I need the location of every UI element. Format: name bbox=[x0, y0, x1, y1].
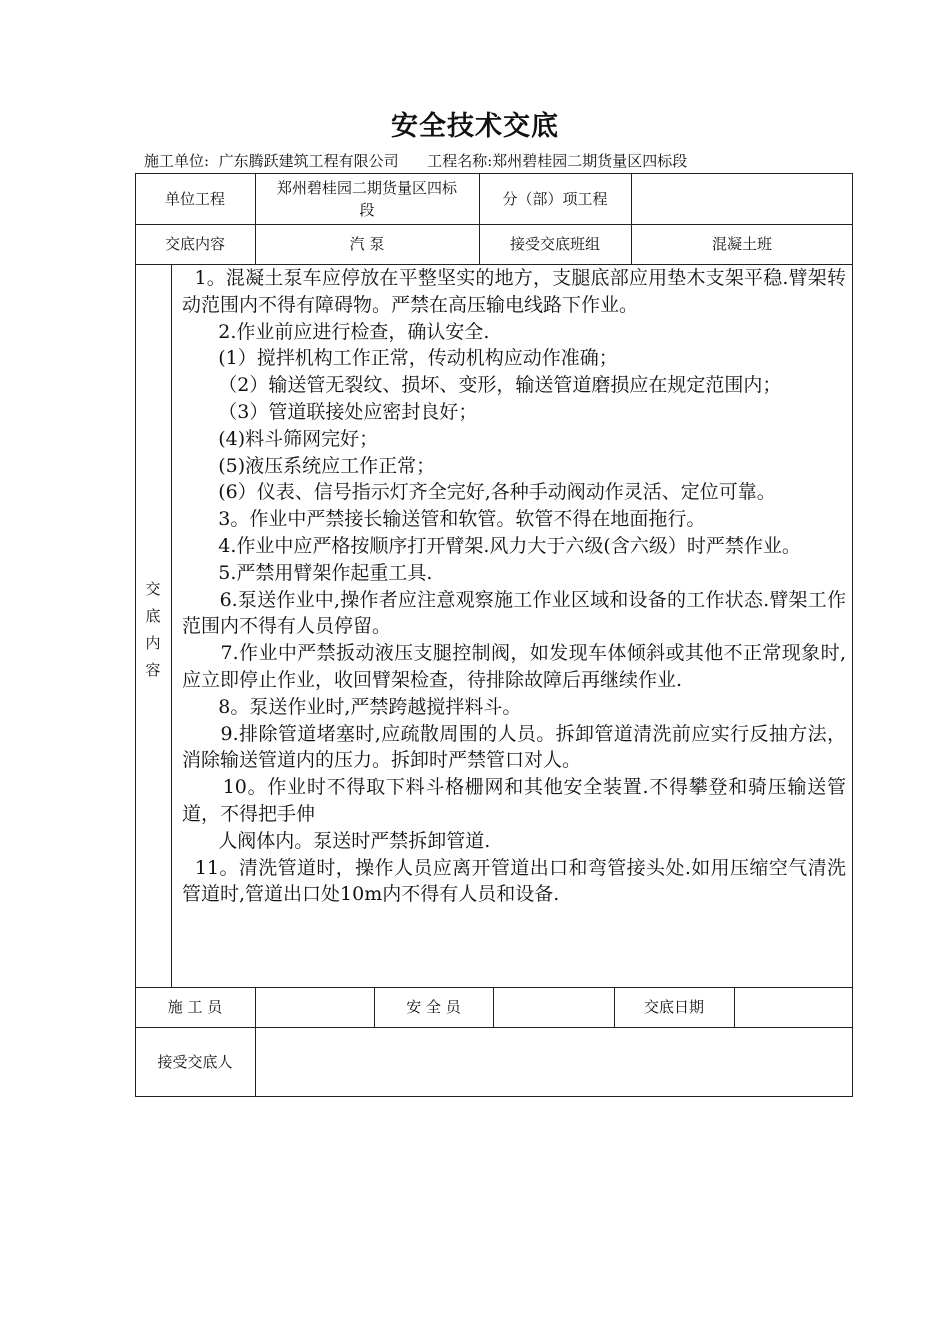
side-char: 容 bbox=[145, 661, 161, 679]
team-label: 接受交底班组 bbox=[509, 235, 600, 253]
content-paragraph: 3。作业中严禁接长输送管和软管。软管不得在地面拖行。 bbox=[182, 508, 706, 531]
content-label: 交底内容 bbox=[164, 235, 225, 253]
receiver-value bbox=[255, 1027, 853, 1097]
content-paragraph: (1）搅拌机构工作正常，传动机构应动作准确； bbox=[182, 347, 618, 370]
sub-project-label: 分（部）项工程 bbox=[502, 189, 608, 208]
document-title: 安全技术交底 bbox=[391, 111, 559, 142]
content-paragraph: （3）管道联接处应密封良好； bbox=[182, 400, 478, 423]
date-label: 交底日期 bbox=[643, 998, 704, 1016]
content-paragraph: （2）输送管无裂纹、损坏、变形，输送管道磨损应在规定范围内； bbox=[182, 374, 782, 397]
content-paragraph: 9.排除管道堵塞时,应疏散周围的人员。拆卸管道清洗前应实行反抽方法，消除输送管道内的压力。拆卸时严禁管口对人。 bbox=[182, 722, 846, 772]
content-paragraph: 8。泵送作业时,严禁跨越搅拌料斗。 bbox=[182, 695, 522, 718]
receiver-label: 接受交底人 bbox=[157, 1053, 233, 1071]
content-paragraph: 1。混凝土泵车应停放在平整坚实的地方，支腿底部应用垫木支架平稳.臂架转动范围内不得有障碍物。严禁在高压输电线路下作业。 bbox=[182, 267, 846, 316]
content-paragraph: 10。作业时不得取下料斗格栅网和其他安全装置.不得攀登和骑压输送管道，不得把手伸 bbox=[182, 776, 846, 825]
content-paragraph: 6.泵送作业中,操作者应注意观察施工作业区域和设备的工作状态.臂架工作范围内不得有人员停留。 bbox=[182, 588, 846, 638]
date-value bbox=[734, 987, 853, 1027]
content-paragraph: (4)料斗筛网完好； bbox=[182, 427, 379, 450]
content-paragraph: 2.作业前应进行检查，确认安全. bbox=[182, 320, 490, 343]
unit-label: 单位工程 bbox=[164, 189, 225, 208]
col-divider bbox=[171, 264, 172, 987]
sub-project-value bbox=[631, 173, 853, 224]
side-char: 交 bbox=[145, 580, 161, 598]
content-paragraph: (5)液压系统应工作正常； bbox=[182, 454, 436, 477]
content-paragraph: 5.严禁用臂架作起重工具. bbox=[182, 561, 433, 584]
worker-value bbox=[255, 987, 374, 1027]
unit-value: 郑州碧桂园二期货量区四标段 bbox=[276, 178, 457, 219]
safety-officer-label: 安 全 员 bbox=[406, 998, 461, 1016]
safety-officer-value bbox=[493, 987, 614, 1027]
side-char: 内 bbox=[145, 634, 161, 652]
disclosure-content bbox=[182, 265, 846, 908]
content-paragraph: 人阀体内。泵送时严禁拆卸管道. bbox=[182, 829, 491, 852]
content-paragraph: (6）仪表、信号指示灯齐全完好,各种手动阀动作灵活、定位可靠。 bbox=[182, 481, 776, 504]
info-line: 施工单位: 广东腾跃建筑工程有限公司 工程名称:郑州碧桂园二期货量区四标段 bbox=[144, 152, 688, 170]
content-value: 汽 泵 bbox=[349, 235, 385, 253]
content-paragraph: 4.作业中应严格按顺序打开臂架.风力大于六级(含六级）时严禁作业。 bbox=[182, 534, 801, 557]
team-value: 混凝土班 bbox=[711, 235, 772, 253]
content-side-label bbox=[140, 576, 166, 684]
worker-label: 施 工 员 bbox=[167, 998, 223, 1016]
content-paragraph: 11。清洗管道时，操作人员应离开管道出口和弯管接头处.如用压缩空气清洗管道时,管道出口处10m内不得有人员和设备. bbox=[182, 856, 846, 906]
side-char: 底 bbox=[145, 607, 161, 625]
content-paragraph: 7.作业中严禁扳动液压支腿控制阀，如发现车体倾斜或其他不正常现象时,应立即停止作业，收回臂架检查，待排除故障后再继续作业. bbox=[182, 642, 846, 691]
